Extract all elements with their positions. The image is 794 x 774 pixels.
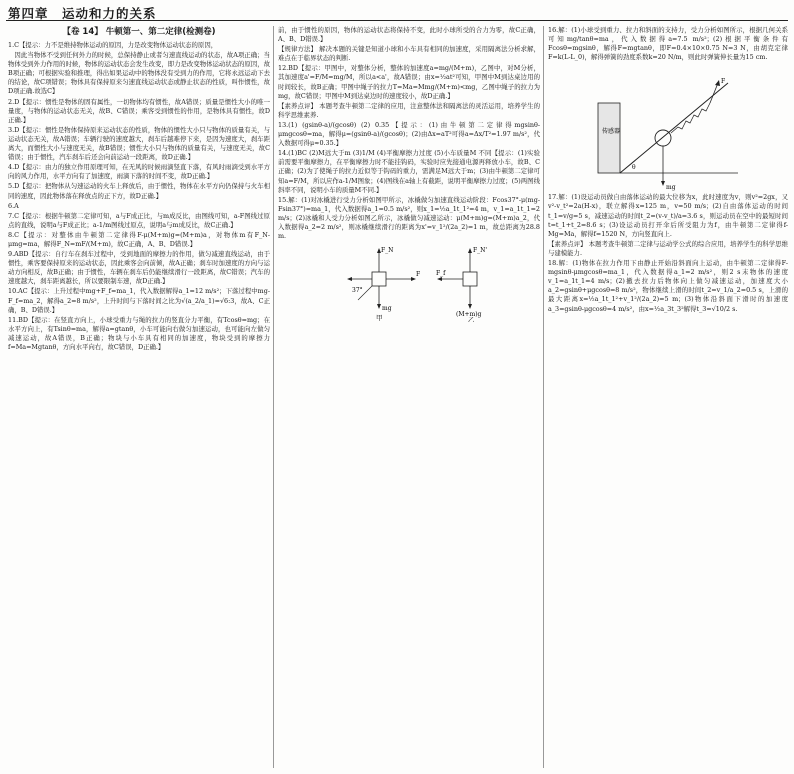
answer-paragraph: 9.ABD【提示：自行车在刹车过程中，受到地面的摩擦力的作用，做匀减速直线运动，由于惯性，乘客要保持原来的运动状态，因此乘客会向前倾，故A正确；刹车时加速度的方向与运动方向相反，故B正确；由于惯性，车辆在刹车后仍能继续滑行一段距离，故C错误；汽车的速度越大，刹车距离越长，所以要限制车速，故D正确.】 — [8, 250, 270, 286]
answer-paragraph: 8.C【提示：对整体由牛顿第二定律得F-μ(M+m)g=(M+m)a，对物体m有F_N-μmg=ma，解得F_N=mF/(M+m)，故C正确，A、B、D错误.】 — [8, 230, 270, 248]
quiz-title: 牛顿第一、第二定律(检测卷) — [105, 27, 216, 37]
answer-paragraph: 10.AC【提示：上升过程中mg+F_f=ma_1，代入数据解得a_1=12 m/s²；下落过程中mg-F_f=ma_2，解得a_2=8 m/s²，上升时间与下落时间之比为√(a_2/a_1)=√6:3，故A、C正确，B、D错误.】 — [8, 287, 270, 314]
answer-paragraph: 15.解：(1)对冰橇进行受力分析如图甲所示，冰橇做匀加速直线运动阶段：Fcos37°-μ(mg-Fsin37°)=ma_1，代入数据得a_1=0.5 m/s²，则x_1=½a_1t_1²=4 m，v_1=a_1t_1=2 m/s；(2)冰橇和人受力分析如图乙所示，冰橇做匀减速运动：μ(M+m)g=(M+m)a_2，代入数据得a_2=2 m/s²，则冰橇继续滑行的距离为x'=v_1²/(2a_2)=1 m，故总距离为28.8 m. — [278, 195, 540, 241]
answer-paragraph: 5.D【提示：把物体从匀速运动的火车上释放后，由于惯性，物体在水平方向仍保持与火车相同的速度，因此物体落在释放点的正下方，故D正确.】 — [8, 182, 270, 200]
answer-paragraph: 7.C【提示：根据牛顿第二定律可知，a与F成正比，与m成反比，由图线可知，a-F图线过原点的直线，说明a与F成正比；a-1/m图线过原点，说明a与m成反比，故C正确.】 — [8, 211, 270, 229]
column-divider — [273, 26, 274, 768]
answer-paragraph: 6.A — [8, 201, 19, 210]
answer-paragraph: 14.(1)BC (2)M远大于m (3)1/M (4)平衡摩擦力过度 (5)小车质量M 不同【提示：(1)实验前需要平衡摩擦力，在平衡摩擦力时不能挂钩码，实验时应先接通电源再释放小车，故B、C正确；(2)为了使绳子的拉力近似等于钩码的重力，需满足M远大于m；(3)由牛顿第二定律可知a=F/M，所以应作a-1/M图象；(4)图线在a轴上有截距，说明平衡摩擦力过度；(5)两图线斜率不同，说明小车的质量M不同.】 — [278, 149, 540, 194]
answer-paragraph: 12.BD【提示：甲图中，对整体分析，整体的加速度a=mg/(M+m)，乙图中，对M分析，其加速度a'=F/M=mg/M，所以a<a'，故A错误；由x=½at²可知，甲图中M到达桌边用的时间较长，故B正确；甲图中绳子的拉力T=Ma=Mmg/(M+m)<mg，乙图中绳子的拉力为mg，故C错误；甲图中M到达桌边时的速度较小，故D正确.】 — [278, 64, 540, 100]
label-sensor: 传感器 — [602, 128, 621, 136]
label-tension: F — [721, 78, 726, 86]
quiz-tag: 【卷 14】 — [62, 27, 103, 37]
column-divider — [543, 26, 544, 768]
label-mg: mg — [382, 305, 392, 313]
answer-paragraph: 3.D【提示：惯性是物体保持原来运动状态的性质，物体的惯性大小只与物体的质量有关，与运动状态无关，故A错误；车辆行驶的速度越大，刹车后越难停下来，是因为速度大，刹车距离大，而惯性大小与速度无关，故B错误；惯性大小只与物体的质量有关，与速度无关，故C错误；由于惯性，汽车刹车后还会向前运动一段距离，故D正确.】 — [8, 125, 270, 162]
force-diagram-jia — [328, 242, 438, 322]
force-diagram-yi — [428, 242, 528, 322]
label-ff: F_f — [436, 270, 446, 278]
label-total-weight: (M+m)g — [456, 311, 482, 319]
note-paragraph: 【规律方法】 解决本题的关键是知道小球和小车具有相同的加速度，采用隔离法分析求解，难点在于临界状态的判断. — [278, 45, 540, 63]
label-f: F — [416, 271, 421, 279]
answer-paragraph: 前，由于惯性的原因，物体的运动状态将保持不变，此时小球所受的合力为零，故C正确，A、B、D错误.】 — [278, 26, 540, 44]
column-3 — [548, 26, 788, 768]
chapter-title: 第四章 运动和力的关系 — [8, 6, 157, 21]
label-weight: mg — [666, 184, 676, 192]
answer-paragraph: 17.解：(1)设运动员做自由落体运动的最大位移为x，此时速度为v，则v²=2gx，又v²-v_t²=2a(H-x)，联立解得x=125 m，v=50 m/s；(2)自由落体运动的时间t_1=v/g=5 s，减速运动的时间t_2=(v-v_t)/a=3.6 s，则运动员在空中的最短时间t=t_1+t_2=8.6 s；(3)设运动员打开伞后所受阻力为f，由牛顿第二定律得f-Mg=Ma，解得f=1520 N，方向竖直向上. — [548, 193, 788, 238]
incline-diagram-area — [548, 63, 788, 193]
figure-caption-jia: 甲 — [376, 314, 383, 323]
column-2 — [278, 26, 540, 768]
note-paragraph: 【素养点评】 本题考查牛顿第二定律的应用，注意整体法和隔离法的灵活运用，培养学生的科学思维素养. — [278, 101, 540, 119]
answer-paragraph: 4.D【提示：由力的独立作用原理可知，在无风的时候雨滴竖直下落，有风时雨滴受到水平方向的风力作用，水平方向有了加速度，雨滴下落的时间不变，故D正确.】 — [8, 163, 270, 181]
answer-paragraph: 2.D【提示：惯性是物体的固有属性，一切物体均有惯性，故A错误；质量是惯性大小的唯一量度，与物体的运动状态无关，故B、C错误；乘客受到惯性的作用，是物体具有惯性，故D正确.】 — [8, 97, 270, 124]
quiz-header — [8, 26, 270, 39]
answer-paragraph: 18.解：(1)物体在拉力作用下由静止开始沿斜面向上运动，由牛顿第二定律得F-mgsinθ-μmgcosθ=ma_1，代入数据得a_1=2 m/s²，则2 s末物体的速度v_1=a_1t_1=4 m/s；(2)撤去拉力后物体向上做匀减速运动，加速度大小a_2=gsinθ+μgcosθ=8 m/s²，物体继续上滑的时间t_2=v_1/a_2=0.5 s，上滑的最大距离x=½a_1t_1²+v_1²/(2a_2)=5 m；(3)物体沿斜面下滑时的加速度a_3=gsinθ-μgcosθ=4 m/s²，由x=½a_3t_3²解得t_3=√10/2 s. — [548, 259, 788, 313]
note-paragraph: 【素养点评】 本题考查牛顿第二定律与运动学公式的综合应用，培养学生的科学思维与建模能力. — [548, 239, 788, 257]
answer-paragraph: 13.(1) (gsinθ-a)/(gcosθ) (2) 0.35【提示：(1)由牛顿第二定律得mgsinθ-μmgcosθ=ma，解得μ=(gsinθ-a)/(gcosθ)；(2)由Δx=aT²可得a=Δx/T²=1.97 m/s²，代入数据可得μ≈0.35.】 — [278, 120, 540, 148]
answer-paragraph: 11.BD【提示：在竖直方向上，小球受重力与绳的拉力的竖直分力平衡，有Tcosθ=mg；在水平方向上，有Tsinθ=ma，解得a=gtanθ，小车可能向右做匀加速运动，也可能向左做匀减速运动，故A错误，B正确；物块与小车具有相同的加速度，物块受到的摩擦力f=Ma=Mgtanθ，方向水平向右，故C错误，D正确.】 — [8, 315, 270, 351]
figure-caption-yi: 乙 — [468, 316, 475, 323]
spring-incline-diagram — [588, 63, 748, 193]
answer-paragraph: 1.C【提示：力不是维持物体运动的原因，力是改变物体运动状态的原因， — [8, 41, 218, 49]
label-fn-prime: F_N' — [473, 247, 488, 255]
label-theta: θ — [632, 164, 636, 172]
label-fn: F_N — [381, 247, 394, 255]
answer-paragraph: 16.解：(1)小球受到重力、拉力和斜面的支持力，受力分析如图所示，根据几何关系可知mg/tanθ=ma，代入数据得a=7.5 m/s²；(2)根据平衡条件有Fcosθ=mgsinθ，解得F=mgtanθ，即F=0.4×10×0.75 N=3 N，由胡克定律F=k(L-L_0)，解得弹簧的劲度系数k=20 N/m，则此时弹簧伸长量为15 cm. — [548, 26, 788, 62]
header-rule — [6, 20, 788, 21]
answer-paragraph: 因此当物体不受到任何外力的时候，总保持静止或者匀速直线运动的状态，故A项正确；当物体受到外力作用的时候，物体的运动状态会发生改变，即力是改变物体运动状态的原因，故B项正确；可根据实验和推理，得出如果运动中的物体没有受到力的作用，它将永远运动下去的结论，故C项错误；物体具有保持原来匀速直线运动状态或静止状态的性质，叫作惯性，故D项正确.故选C】 — [8, 51, 270, 96]
column-1 — [8, 26, 270, 768]
force-diagrams — [278, 242, 540, 322]
label-angle: 37° — [352, 287, 363, 295]
